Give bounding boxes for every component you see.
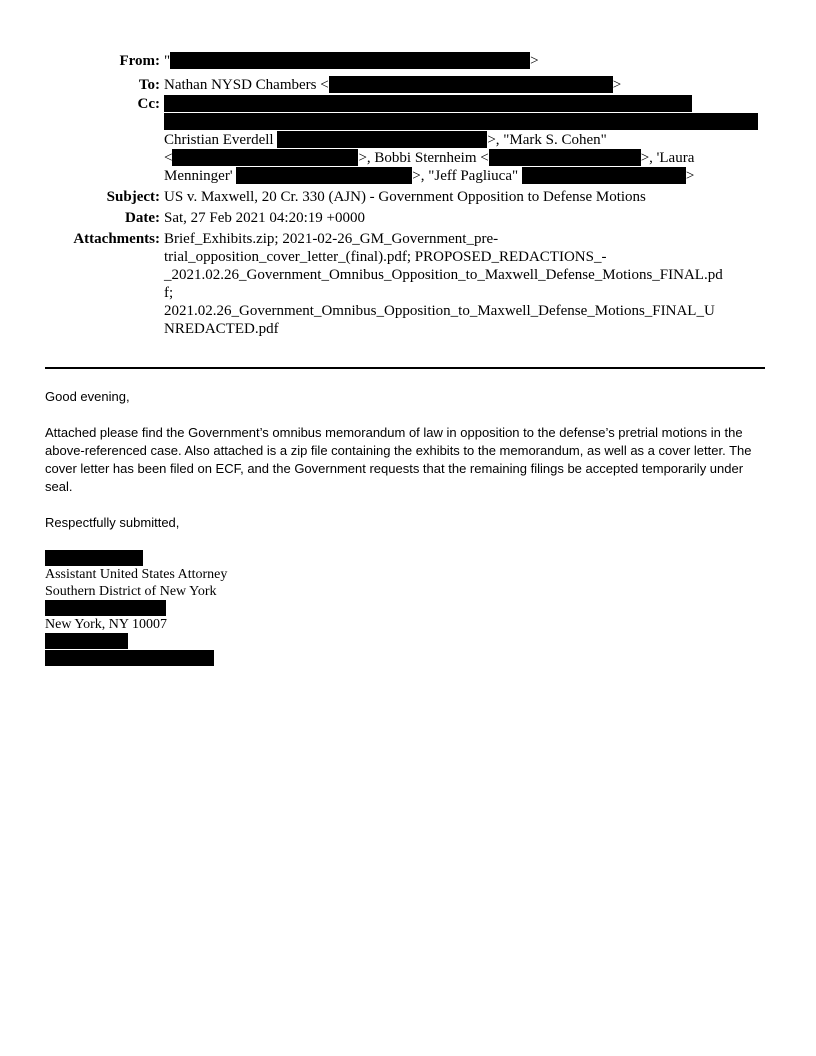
- to-prefix: Nathan NYSD Chambers <: [164, 77, 329, 93]
- subject-label: Subject:: [106, 189, 160, 205]
- body-paragraph: Attached please find the Government’s omnibus memorandum of law in opposition to the defense’s pretrial motions in the above-referenced case. Also attached is a zip file containing the exhibits to the memorandum, as well as a cover letter. The cover letter has been filed on ECF, and the Government requests that the remaining filings be accepted temporarily under seal.: [45, 425, 752, 494]
- greeting: Good evening,: [45, 389, 130, 404]
- date-label: Date:: [125, 210, 160, 226]
- subject-value: US v. Maxwell, 20 Cr. 330 (AJN) - Government Opposition to Defense Motions: [164, 189, 646, 205]
- cc-after-sternheim: >, 'Laura: [640, 150, 695, 166]
- cc-end: >: [685, 168, 695, 184]
- from-prefix: ": [164, 53, 171, 69]
- date-row: [0, 209, 816, 227]
- cc-menninger: Menninger': [164, 168, 237, 184]
- redaction-block: [522, 167, 686, 184]
- from-row: [0, 52, 816, 70]
- email-body: [45, 388, 765, 550]
- from-suffix: >: [530, 53, 539, 69]
- email-header: [0, 52, 816, 338]
- cc-label: Cc:: [137, 96, 160, 112]
- redaction-block: [277, 131, 487, 148]
- redaction-block: [172, 149, 358, 166]
- header-divider: [45, 367, 765, 369]
- redaction-block: [45, 633, 128, 649]
- to-suffix: >: [612, 77, 622, 93]
- redaction-block: [489, 149, 641, 166]
- redaction-block: [329, 76, 613, 93]
- redaction-block: [164, 95, 692, 112]
- attachment-line: NREDACTED.pdf: [164, 321, 279, 337]
- cc-after-cohen: >, Bobbi Sternheim <: [358, 150, 489, 166]
- cc-after-menninger: >, "Jeff Pagliuca": [412, 168, 522, 184]
- attachment-line: 2021.02.26_Government_Omnibus_Opposition_to_Maxwell_Defense_Motions_FINAL_U: [164, 303, 715, 319]
- attachment-line: trial_opposition_cover_letter_(final).pdf; PROPOSED_REDACTIONS_-: [164, 249, 607, 265]
- to-label: To:: [138, 77, 160, 93]
- attachments-list: [164, 230, 760, 338]
- signature-title: Assistant United States Attorney: [45, 567, 228, 582]
- redaction-block: [170, 52, 530, 69]
- attachments-label: Attachments:: [73, 231, 160, 247]
- redaction-block: [45, 600, 166, 616]
- cc-name-everdell: Christian Everdell: [164, 132, 278, 148]
- attachment-line: f;: [164, 285, 174, 301]
- to-row: [0, 76, 816, 94]
- from-label: From:: [119, 53, 160, 69]
- redaction-block: [236, 167, 412, 184]
- cc-lt: <: [164, 150, 173, 166]
- attachments-row: [0, 230, 816, 338]
- redaction-block: [45, 650, 214, 666]
- redaction-block: [164, 113, 758, 130]
- signature-city: New York, NY 10007: [45, 617, 167, 632]
- attachment-line: Brief_Exhibits.zip; 2021-02-26_GM_Government_pre-: [164, 231, 499, 247]
- cc-row: [0, 95, 816, 185]
- attachment-line: _2021.02.26_Government_Omnibus_Opposition_to_Maxwell_Defense_Motions_FINAL.pd: [164, 267, 723, 283]
- signature-block: [45, 550, 227, 666]
- redaction-block: [45, 550, 143, 566]
- date-value: Sat, 27 Feb 2021 04:20:19 +0000: [164, 210, 365, 226]
- subject-row: [0, 188, 816, 206]
- signature-office: Southern District of New York: [45, 584, 217, 599]
- closing: Respectfully submitted,: [45, 515, 180, 530]
- cc-after-everdell: >, "Mark S. Cohen": [487, 132, 607, 148]
